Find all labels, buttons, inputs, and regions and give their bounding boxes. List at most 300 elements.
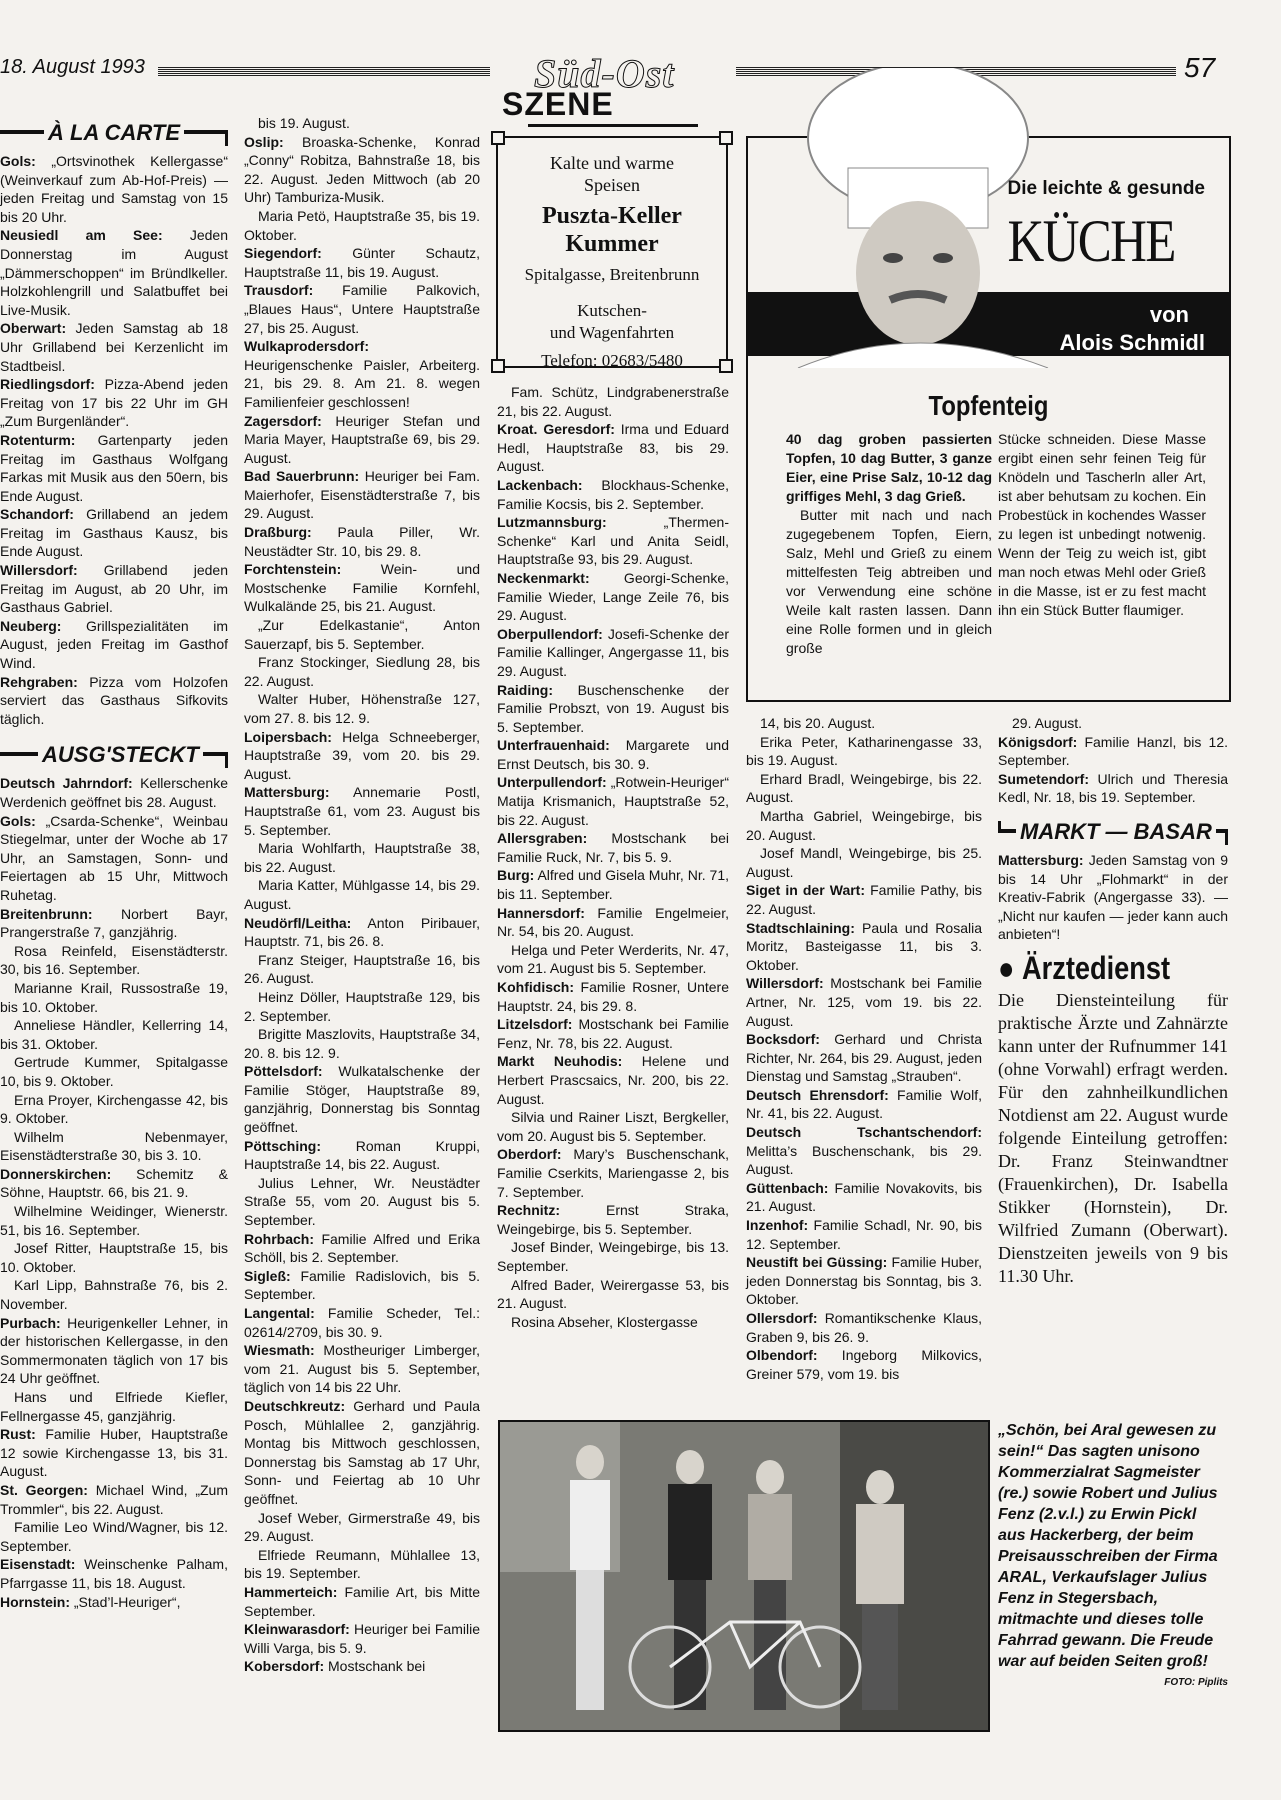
section-head-alacarte: À LA CARTE xyxy=(0,118,228,146)
listing-place: Siegendorf: xyxy=(244,245,322,262)
listing-text: Erika Peter, Katharinengasse 33, bis 19. August. xyxy=(746,733,982,769)
kitchen-lead: Die leichte & gesunde xyxy=(1007,178,1205,199)
listing-entry xyxy=(244,281,480,337)
listing-entry xyxy=(244,1397,480,1509)
listing-place: Neusiedl am See: xyxy=(0,227,163,244)
listing-entry xyxy=(497,1108,729,1145)
listing-entry xyxy=(0,1555,228,1592)
listing-text: Grillspezialitäten im August, jeden Freitag im Gasthof Wind. xyxy=(0,617,228,672)
listing-text: Helga Schneeberger, Hauptstraße 39, vom 20. bis 29. August. xyxy=(244,728,480,782)
listing-entry xyxy=(497,1052,729,1108)
kitchen-feature xyxy=(746,136,1231,702)
listing-text: Paula und Rosalia Moritz, Basteigasse 11, bis 3. Oktober. xyxy=(746,919,982,973)
listing-place: Draßburg: xyxy=(244,524,312,541)
listing-place: Willersdorf: xyxy=(746,975,824,992)
listing-place: Donnerskirchen: xyxy=(0,1165,112,1182)
listing-entry xyxy=(497,829,729,866)
listing-entry xyxy=(746,1086,982,1123)
section-logo xyxy=(498,51,730,131)
listing-text: Familie Hanzl, bis 12. September. xyxy=(998,733,1228,769)
listing-entry xyxy=(497,625,729,681)
listing-place: Sumetendorf: xyxy=(998,770,1089,787)
listing-entry xyxy=(244,1137,480,1174)
recipe-text-2: Stücke schneiden. Diese Masse ergibt einen sehr feinen Teig für Knödeln und Tascherln aller Art, ist aber behutsam zu kochen. Ein Probestück in kochendes Wasser zu legen ist unbedingt notwenig. Wenn der Teig zu weich ist, gibt man noch etwas Mehl oder Grieß in die Masse, ist er zu fest macht ihn ein Stück Butter flaumiger. xyxy=(998,431,1206,618)
listing-place: Stadtschlaining: xyxy=(746,919,855,936)
listing-place: Kohfidisch: xyxy=(497,979,574,995)
listings-col4 xyxy=(746,714,982,1383)
listing-entry xyxy=(244,1062,480,1136)
listing-place: Neuberg: xyxy=(0,617,62,634)
listing-entry xyxy=(0,1165,228,1202)
kitchen-author: Alois Schmidl xyxy=(1059,330,1205,355)
listing-text: Erna Proyer, Kirchengasse 42, bis 9. Oktober. xyxy=(0,1091,228,1127)
listing-text: Alfred und Gisela Muhr, Nr. 71, bis 11. September. xyxy=(497,867,729,903)
listing-place: Hornstein: xyxy=(0,1593,70,1610)
listing-entry xyxy=(244,988,480,1025)
listing-entry xyxy=(497,569,729,625)
listing-entry xyxy=(0,1053,228,1090)
listing-place: Gols: xyxy=(0,812,36,829)
listing-entry xyxy=(244,1025,480,1062)
column-4 xyxy=(746,714,982,1383)
listing-entry xyxy=(998,851,1228,944)
listing-entry xyxy=(998,770,1228,807)
listing-text: Rosina Abseher, Klostergasse xyxy=(511,1313,698,1330)
listing-text: Blockhaus-Schenke, Familie Kocsis, bis 2. September. xyxy=(497,476,729,512)
listing-place: Trausdorf: xyxy=(244,282,314,299)
listing-text: Helene und Herbert Prascsaics, Nr. 200, bis 22. August. xyxy=(497,1053,729,1107)
listing-text: Anton Piribauer, Hauptstr. 71, bis 26. 8. xyxy=(244,914,480,950)
listing-text: bis 19. August. xyxy=(258,115,350,131)
listing-text: Grillabend an jedem Freitag im Gasthaus Kausz, bis Ende August. xyxy=(0,506,228,560)
listing-text: Familie Leo Wind/Wagner, bis 12. September. xyxy=(0,1519,228,1554)
listing-entry xyxy=(244,1174,480,1230)
listing-entry xyxy=(497,773,729,829)
listing-entry xyxy=(746,919,982,975)
aerztedienst-title: ● Ärztedienst xyxy=(998,949,1171,986)
listing-place: Loipersbach: xyxy=(244,728,332,745)
listing-entry xyxy=(497,420,729,476)
recipe-ingredients: 40 dag groben passierten Topfen, 10 dag Butter, 3 ganze Eier, eine Prise Salz, 10-12 dag griffiges Mehl, 3 dag Grieß. xyxy=(786,431,992,504)
listing-entry xyxy=(244,951,480,988)
listing-text: Elfriede Reumann, Mühlallee 13, bis 19. September. xyxy=(244,1546,480,1582)
listing-entry xyxy=(746,714,982,733)
listing-place: Deutschkreutz: xyxy=(244,1397,346,1414)
listing-text: Familie Alfred und Erika Schöll, bis 2. September. xyxy=(244,1230,480,1266)
listing-place: Raiding: xyxy=(497,681,553,698)
listing-text: Buschenschenke der Familie Probszt, von 19. August bis 5. September. xyxy=(497,681,729,735)
listing-text: Fam. Schütz, Lindgrabenerstraße 21, bis 22. August. xyxy=(497,384,729,419)
listing-entry xyxy=(0,1314,228,1388)
listing-entry xyxy=(497,476,729,513)
kitchen-title: KÜCHE xyxy=(1007,208,1175,274)
listing-place: Purbach: xyxy=(0,1314,61,1331)
listing-place: Hannersdorf: xyxy=(497,904,585,921)
listing-text: Rosa Reinfeld, Eisenstädterstr. 30, bis 16. September. xyxy=(0,942,228,978)
listing-place: Markt Neuhodis: xyxy=(497,1053,623,1070)
logo-bottom: SZENE xyxy=(502,86,614,122)
listing-text: „Thermen-Schenke“ Karl und Anita Seidl, Hauptstraße 93, bis 29. August. xyxy=(497,514,729,568)
listing-entry xyxy=(497,978,729,1015)
listing-text: Mostschank bei xyxy=(324,1658,426,1675)
listing-text: Heinz Döller, Hauptstraße 129, bis 2. September. xyxy=(244,988,480,1024)
listing-entry xyxy=(0,1016,228,1053)
listing-text: Pizza-Abend jeden Freitag von 17 bis 22 Uhr im GH „Zum Burgenländer“. xyxy=(0,376,228,430)
ad-address: Spitalgasse, Breitenbrunn xyxy=(524,265,700,284)
listing-place: Unterfrauenhaid: xyxy=(497,737,610,754)
listing-place: Olbendorf: xyxy=(746,1347,818,1364)
listing-entry xyxy=(244,728,480,784)
listing-entry xyxy=(244,207,480,244)
listing-entry xyxy=(0,1239,228,1276)
listing-place: Unterpullendorf: xyxy=(497,774,607,791)
listing-entry xyxy=(497,941,729,978)
listing-text: Schemitz & Söhne, Hauptstr. 66, bis 21. 9. xyxy=(0,1165,228,1201)
listing-place: Rotenturm: xyxy=(0,431,76,448)
listing-place: Gols: xyxy=(0,153,36,169)
ad-line1: Kalte und warme xyxy=(550,153,674,173)
listing-text: Jeden Samstag ab 18 Uhr Grillabend bei Kerzenlicht im Stadtbeisl. xyxy=(0,320,228,374)
listing-text: Gerhard und Christa Richter, Nr. 264, bis 29. August, jeden Dienstag und Samstag „Strauben“. xyxy=(746,1031,982,1085)
listing-entry xyxy=(0,942,228,979)
listing-entry xyxy=(998,733,1228,770)
listing-place: Inzenhof: xyxy=(746,1217,809,1234)
listing-text: Günter Schautz, Hauptstraße 11, bis 19. August. xyxy=(244,245,480,280)
listing-text: Jeden Donnerstag im August „Dämmerschoppen“ im Bründlkeller. Holzkohlengrill und Salatbuffet bei Live-Musik. xyxy=(0,227,228,318)
listing-entry xyxy=(497,1238,729,1275)
ad-services2: und Wagenfahrten xyxy=(549,323,675,342)
listings-col5 xyxy=(998,714,1228,807)
listing-text: Familie Engelmeier, Nr. 54, bis 20. August. xyxy=(497,904,729,940)
listing-place: Königsdorf: xyxy=(998,733,1078,750)
photo-caption: „Schön, bei Aral gewesen zu sein!“ Das sagten unisono Kommerzialrat Sagmeister (re.) sowie Robert und Julius Fenz (2.v.l.) zu Erwin Pickl aus Hackerberg, der beim Preisausschreiben der Firma ARAL, Verkaufslager Julius Fenz in Stegersbach, mitmachte und dieses tolle Fahrrad gewann. Die Freude war auf beiden Seiten groß! FOTO: Piplits xyxy=(998,1420,1228,1693)
listing-entry xyxy=(0,375,228,431)
listing-entry xyxy=(244,133,480,207)
listing-text: 29. August. xyxy=(1012,715,1083,731)
listing-entry xyxy=(497,1201,729,1238)
listing-text: Josef Binder, Weingebirge, bis 13. September. xyxy=(497,1239,729,1274)
listing-text: Familie Art, bis Mitte September. xyxy=(244,1583,480,1619)
listing-entry xyxy=(244,1304,480,1341)
listing-entry xyxy=(746,807,982,844)
listing-entry xyxy=(0,1202,228,1239)
listing-entry xyxy=(0,812,228,905)
recipe-text-1 xyxy=(786,430,992,658)
listing-entry xyxy=(0,617,228,673)
listing-text: 14, bis 20. August. xyxy=(760,715,876,731)
listing-place: Bocksdorf: xyxy=(746,1031,820,1048)
listing-entry xyxy=(244,783,480,839)
listing-place: Neustift bei Güssing: xyxy=(746,1254,888,1271)
listing-entry xyxy=(0,1388,228,1425)
listing-place: Bad Sauerbrunn: xyxy=(244,468,360,485)
ad-puszta-keller xyxy=(496,136,728,368)
listing-text: Mostheuriger Limberger, vom 21. August bis 5. September, täglich von 14 bis 22 Uhr. xyxy=(244,1342,480,1396)
listing-entry xyxy=(746,1309,982,1346)
listing-text: Familie Rosner, Untere Hauptstr. 24, bis 29. 8. xyxy=(497,979,729,1014)
listing-text: Romantikschenke Klaus, Graben 9, bis 26. 9. xyxy=(746,1310,982,1345)
listing-text: Familie Pathy, bis 22. August. xyxy=(746,882,982,917)
ad-services1: Kutschen- xyxy=(577,301,647,320)
listing-entry xyxy=(497,1313,729,1332)
listing-entry xyxy=(746,733,982,770)
listings-col2 xyxy=(244,114,480,1676)
page-number: 57 xyxy=(1184,52,1216,83)
listing-text: Kellerschenke Werdenich geöffnet bis 28. August. xyxy=(0,775,229,810)
listing-entry xyxy=(497,383,729,420)
listing-place: Neckenmarkt: xyxy=(497,569,590,586)
header-rule-left xyxy=(158,67,490,76)
listing-text: Gertrude Kummer, Spitalgasse 10, bis 9. Oktober. xyxy=(0,1054,228,1089)
listing-entry xyxy=(244,616,480,653)
listing-entry xyxy=(497,904,729,941)
listing-place: Oberpullendorf: xyxy=(497,625,603,642)
listing-text: Grillabend jeden Freitag im August, ab 20 Uhr, im Gasthaus Gabriel. xyxy=(0,562,228,616)
listing-entry xyxy=(0,1593,228,1612)
listing-entry xyxy=(244,839,480,876)
listing-entry xyxy=(497,1145,729,1201)
listing-entry xyxy=(244,653,480,690)
listing-place: Litzelsdorf: xyxy=(497,1016,573,1033)
listing-text: Margarete und Ernst Deutsch, bis 30. 9. xyxy=(497,737,729,772)
listing-place: Allersgraben: xyxy=(497,830,588,847)
listing-text: Pizza vom Holzofen serviert das Gasthaus Sifkovits täglich. xyxy=(0,673,228,727)
listing-text: Erhard Bradl, Weingebirge, bis 22. August. xyxy=(746,770,982,806)
listing-text: Josef Mandl, Weingebirge, bis 25. August. xyxy=(746,845,982,880)
markt-list xyxy=(998,851,1228,944)
column-1 xyxy=(0,112,228,1611)
listing-place: Deutsch Jahrndorf: xyxy=(0,775,133,792)
listing-text: „Zur Edelkastanie“, Anton Sauerzapf, bis 5. September. xyxy=(244,617,480,652)
listing-entry xyxy=(0,561,228,617)
issue-date: 18. August 1993 xyxy=(0,56,145,78)
listing-entry xyxy=(244,1583,480,1620)
listing-text: Josef Ritter, Hauptstraße 15, bis 10. Oktober. xyxy=(0,1240,228,1275)
listing-entry xyxy=(244,523,480,560)
listing-place: Zagersdorf: xyxy=(244,412,322,429)
listing-place: Rehgraben: xyxy=(0,673,78,690)
listing-text: Helga und Peter Werderits, Nr. 47, vom 21. August bis 5. September. xyxy=(497,941,729,977)
listing-entry xyxy=(746,844,982,881)
listing-text: Wilhelmine Weidinger, Wienerstr. 51, bis 16. September. xyxy=(0,1203,228,1238)
listing-text: Familie Scheder, Tel.: 02614/2709, bis 30. 9. xyxy=(244,1305,480,1340)
listing-text: Franz Steiger, Hauptstraße 16, bis 26. August. xyxy=(244,951,480,987)
prize-photo xyxy=(498,1420,990,1732)
listing-place: Lackenbach: xyxy=(497,476,583,493)
listing-text: Ingeborg Milkovics, Greiner 579, vom 19. bis xyxy=(746,1347,982,1382)
listing-text: Heuriger Stefan und Maria Mayer, Hauptstraße 69, bis 29. August. xyxy=(244,412,480,466)
listing-text: Familie Palkovich, „Blaues Haus“, Untere Hauptstraße 27, bis 25. August. xyxy=(244,282,480,336)
listing-place: Kroat. Geresdorf: xyxy=(497,421,615,438)
listing-entry xyxy=(244,1620,480,1657)
listing-text: Wein- und Mostschenke Familie Kornfehl, Wulkalände 25, bis 21. August. xyxy=(244,561,480,615)
listing-entry xyxy=(0,319,228,375)
listing-place: Deutsch Ehrensdorf: xyxy=(746,1086,889,1103)
listing-entry xyxy=(0,1518,228,1555)
listing-entry xyxy=(0,905,228,942)
listing-place: Rohrbach: xyxy=(244,1230,314,1247)
listing-entry xyxy=(746,974,982,1030)
listing-entry xyxy=(0,152,228,226)
listing-place: Kleinwarasdorf: xyxy=(244,1621,350,1638)
listing-text: Karl Lipp, Bahnstraße 76, bis 2. November. xyxy=(0,1277,228,1313)
column-2 xyxy=(244,114,480,1676)
listing-text: Josefi-Schenke der Familie Kallinger, Angergasse 11, bis 29. August. xyxy=(497,625,729,679)
listing-text: Ernst Straka, Weingebirge, bis 5. September. xyxy=(497,1202,729,1237)
listing-text: „Ortsvinothek Kellergasse“ (Weinverkauf zum Ab-Hof-Preis) — jeden Freitag und Samstag von 15 bis 20 Uhr. xyxy=(0,153,228,225)
listing-entry xyxy=(746,1123,982,1179)
listing-entry xyxy=(244,1230,480,1267)
listing-place: Sigleß: xyxy=(244,1267,291,1284)
listing-place: Hammerteich: xyxy=(244,1583,338,1600)
listing-text: „Csarda-Schenke“, Weinbau Stiegelmar, unter der Woche ab 17 Uhr, an Samstagen, Sonn- und Feiertagen ab 15 Uhr, Mittwoch Ruhetag. xyxy=(0,812,228,903)
listing-text: Anneliese Händler, Kellerring 14, bis 31. Oktober. xyxy=(0,1017,228,1052)
listing-place: Rust: xyxy=(0,1426,36,1443)
recipe-method: Butter mit nach und nach zugegebenem Topfen, Eiern, Salz, Mehl und Grieß zu einem mittelfesten Teig abtreiben und vor Verwendung eine schöne Weile kalt rasten lassen. Dann eine Rolle formen und in gleich große xyxy=(786,507,992,656)
listing-entry xyxy=(746,1346,982,1383)
listing-entry xyxy=(746,881,982,918)
listing-text: Heurigenschenke Paisler, Arbeiterg. 21, bis 29. 8. Am 21. 8. wegen Familienfeier geschlossen! xyxy=(244,356,480,410)
listing-entry xyxy=(497,736,729,773)
listing-place: Lutzmannsburg: xyxy=(497,514,607,531)
ad-phone: Telefon: 02683/5480 xyxy=(541,351,683,370)
listing-place: Kobersdorf: xyxy=(244,1658,325,1675)
listing-text: Maria Petö, Hauptstraße 35, bis 19. Oktober. xyxy=(244,207,480,243)
listing-text: Jeden Samstag von 9 bis 14 Uhr „Flohmarkt“ in der Kreativ-Fabrik (Angergasse 33). — „Nicht nur kaufen — jeder kann auch anbieten“! xyxy=(998,851,1228,943)
ad-line2: Speisen xyxy=(584,175,640,195)
listing-place: Schandorf: xyxy=(0,506,74,523)
aerztedienst-text: Die Diensteinteilung für praktische Ärzte und Zahnärzte kann unter der Rufnummer 141 (ohne Vorwahl) erfragt werden. Für den zahnheilkundlichen Notdienst am 22. August wurde folgende Einteilung getroffen: Dr. Franz Steinwandtner (Frauenkirchen), Dr. Isabella Stikker (Hornstein), Dr. Wilfried Zumann (Oberwart). Dienstzeiten jeweils von 9 bis 11.30 Uhr. xyxy=(998,989,1228,1286)
listing-entry xyxy=(497,866,729,903)
listing-text: Michael Wind, „Zum Trommler“, bis 22. August. xyxy=(0,1481,228,1517)
listing-place: Rechnitz: xyxy=(497,1202,560,1219)
column-3 xyxy=(497,383,729,1331)
listing-text: Wilhelm Nebenmayer, Eisenstädterstraße 30, bis 3. 10. xyxy=(0,1128,228,1164)
listing-entry xyxy=(746,1253,982,1309)
listing-entry xyxy=(0,1128,228,1165)
listing-text: Broaska-Schenke, Konrad „Conny“ Robitza, Bahnstraße 18, bis 22. August. Jeden Mittwoch (ab 20 Uhr) Tamburiza-Musik. xyxy=(244,133,480,206)
listing-entry xyxy=(244,1341,480,1397)
listing-entry xyxy=(0,1091,228,1128)
listing-text: Familie Radislovich, bis 5. September. xyxy=(244,1267,480,1303)
listing-entry xyxy=(0,979,228,1016)
kitchen-von: von xyxy=(1149,302,1189,327)
listing-text: „Rotwein-Heuriger“ Matija Krismanich, Hauptstraße 52, bis 22. August. xyxy=(497,774,729,828)
photo-credit: FOTO: Piplits xyxy=(1164,1677,1228,1688)
listing-entry xyxy=(244,1509,480,1546)
listing-place: Ollersdorf: xyxy=(746,1310,818,1326)
listing-entry xyxy=(244,1546,480,1583)
listing-place: Oberwart: xyxy=(0,320,67,337)
section-head-markt: MARKT — BASAR xyxy=(998,817,1228,845)
listing-entry xyxy=(0,673,228,729)
listing-text: Irma und Eduard Hedl, Hauptstraße 83, bis 29. August. xyxy=(497,421,729,475)
listing-place: Siget in der Wart: xyxy=(746,882,866,899)
listing-text: Mary’s Buschenschank, Familie Cserkits, Mariengasse 2, bis 7. September. xyxy=(497,1146,729,1200)
listing-text: Mostschank bei Familie Fenz, Nr. 78, bis 22. August. xyxy=(497,1016,729,1051)
listing-text: Melitta’s Buschenschank, bis 29. August. xyxy=(746,1142,982,1178)
listing-place: Güttenbach: xyxy=(746,1179,829,1196)
listing-entry xyxy=(746,1179,982,1216)
listing-place: Wulkaprodersdorf: xyxy=(244,338,369,355)
listing-entry xyxy=(244,244,480,281)
listing-entry xyxy=(244,690,480,727)
listing-text: Georgi-Schenke, Familie Wieder, Lange Zeile 76, bis 29. August. xyxy=(497,569,729,624)
listing-entry xyxy=(0,1276,228,1313)
column-5 xyxy=(998,714,1228,1288)
listing-entry xyxy=(244,1657,480,1676)
listing-place: Pöttsching: xyxy=(244,1137,321,1154)
listing-place: Langental: xyxy=(244,1305,315,1321)
listing-place: Forchtenstein: xyxy=(244,561,342,578)
listing-text: Silvia und Rainer Liszt, Bergkeller, vom 20. August bis 5. September. xyxy=(497,1109,729,1144)
listing-entry xyxy=(497,681,729,737)
listing-entry xyxy=(244,467,480,523)
listings-col3 xyxy=(497,383,729,1331)
listing-place: Neudörfl/Leitha: xyxy=(244,914,352,931)
listing-text: Alfred Bader, Weirergasse 53, bis 21. August. xyxy=(497,1276,729,1312)
listing-entry xyxy=(746,1216,982,1253)
listing-text: Familie Huber, jeden Donnerstag bis Sonntag, bis 3. Oktober. xyxy=(746,1254,982,1308)
listing-place: Willersdorf: xyxy=(0,562,78,579)
listing-text: Norbert Bayr, Prangerstraße 7, ganzjährig. xyxy=(0,905,228,941)
listing-text: Martha Gabriel, Weingebirge, bis 20. August. xyxy=(746,807,982,843)
listing-place: Oberdorf: xyxy=(497,1146,562,1163)
listing-place: Mattersburg: xyxy=(244,784,330,801)
listing-text: Annemarie Postl, Hauptstraße 61, vom 23. August bis 5. September. xyxy=(244,784,480,838)
listing-place: Riedlingsdorf: xyxy=(0,376,95,393)
listing-place: Wiesmath: xyxy=(244,1342,315,1359)
listing-text: Hans und Elfriede Kiefler, Fellnergasse 45, ganzjährig. xyxy=(0,1389,228,1424)
ad-name1: Puszta-Keller xyxy=(542,203,682,229)
listing-text: „Stad’l-Heuriger“, xyxy=(70,1593,181,1610)
listing-entry xyxy=(0,505,228,561)
listing-text: Weinschenke Palham, Pfarrgasse 11, bis 18. August. xyxy=(0,1556,228,1591)
listing-entry xyxy=(746,770,982,807)
listing-text: Wulkatalschenke der Familie Stöger, Hauptstraße 89, ganzjährig, Donnerstag bis Sonntag geöffnet. xyxy=(244,1063,480,1136)
listing-entry xyxy=(244,876,480,913)
listing-entry xyxy=(244,114,480,133)
listing-entry xyxy=(746,1030,982,1086)
listing-text: Brigitte Maszlovits, Hauptstraße 34, 20. 8. bis 12. 9. xyxy=(244,1026,480,1061)
listing-place: St. Georgen: xyxy=(0,1481,88,1498)
listing-text: Gerhard und Paula Posch, Mühlallee 2, ganzjährig. Montag bis Mittwoch geschlossen, Donnerstag bis Samstag ab 17 Uhr, Sonn- und Feiertag ab 10 Uhr geöffnet. xyxy=(244,1397,480,1507)
listing-text: Marianne Krail, Russostraße 19, bis 10. Oktober. xyxy=(0,979,228,1015)
listing-place: Pöttelsdorf: xyxy=(244,1063,323,1080)
listing-place: Eisenstadt: xyxy=(0,1556,76,1573)
listing-text: Heurigenkeller Lehner, in der historischen Kellergasse, in den Sommermonaten täglich von 17 bis 24 Uhr geöffnet. xyxy=(0,1314,228,1387)
listing-text: Walter Huber, Höhenstraße 127, vom 27. 8. bis 12. 9. xyxy=(244,691,480,726)
listing-text: Mostschank bei Familie Artner, Nr. 125, vom 19. bis 22. August. xyxy=(746,975,982,1029)
logo-top: Süd-Ost xyxy=(534,51,675,96)
listing-entry xyxy=(244,412,480,468)
listing-text: Paula Piller, Wr. Neustädter Str. 10, bis 29. 8. xyxy=(244,524,480,559)
listing-entry xyxy=(244,337,480,411)
listing-text: Maria Katter, Mühlgasse 14, bis 29. August. xyxy=(244,877,480,912)
listing-text: Franz Stockinger, Siedlung 28, bis 22. August. xyxy=(244,654,480,689)
listing-entry xyxy=(998,714,1228,733)
listing-text: Heuriger bei Familie Willi Varga, bis 5. 9. xyxy=(244,1621,480,1656)
ad-name2: Kummer xyxy=(565,231,659,257)
listing-text: Julius Lehner, Wr. Neustädter Straße 55, vom 20. August bis 5. September. xyxy=(244,1174,480,1229)
listing-place: Burg: xyxy=(497,867,535,884)
listing-entry xyxy=(0,774,228,811)
listing-place: Deutsch Tschantschendorf: xyxy=(746,1124,982,1141)
listing-entry xyxy=(497,513,729,569)
ausgsteckt-list xyxy=(0,774,228,1611)
listing-entry xyxy=(0,431,228,505)
listing-text: Roman Kruppi, Hauptstraße 14, bis 22. August. xyxy=(244,1137,480,1173)
